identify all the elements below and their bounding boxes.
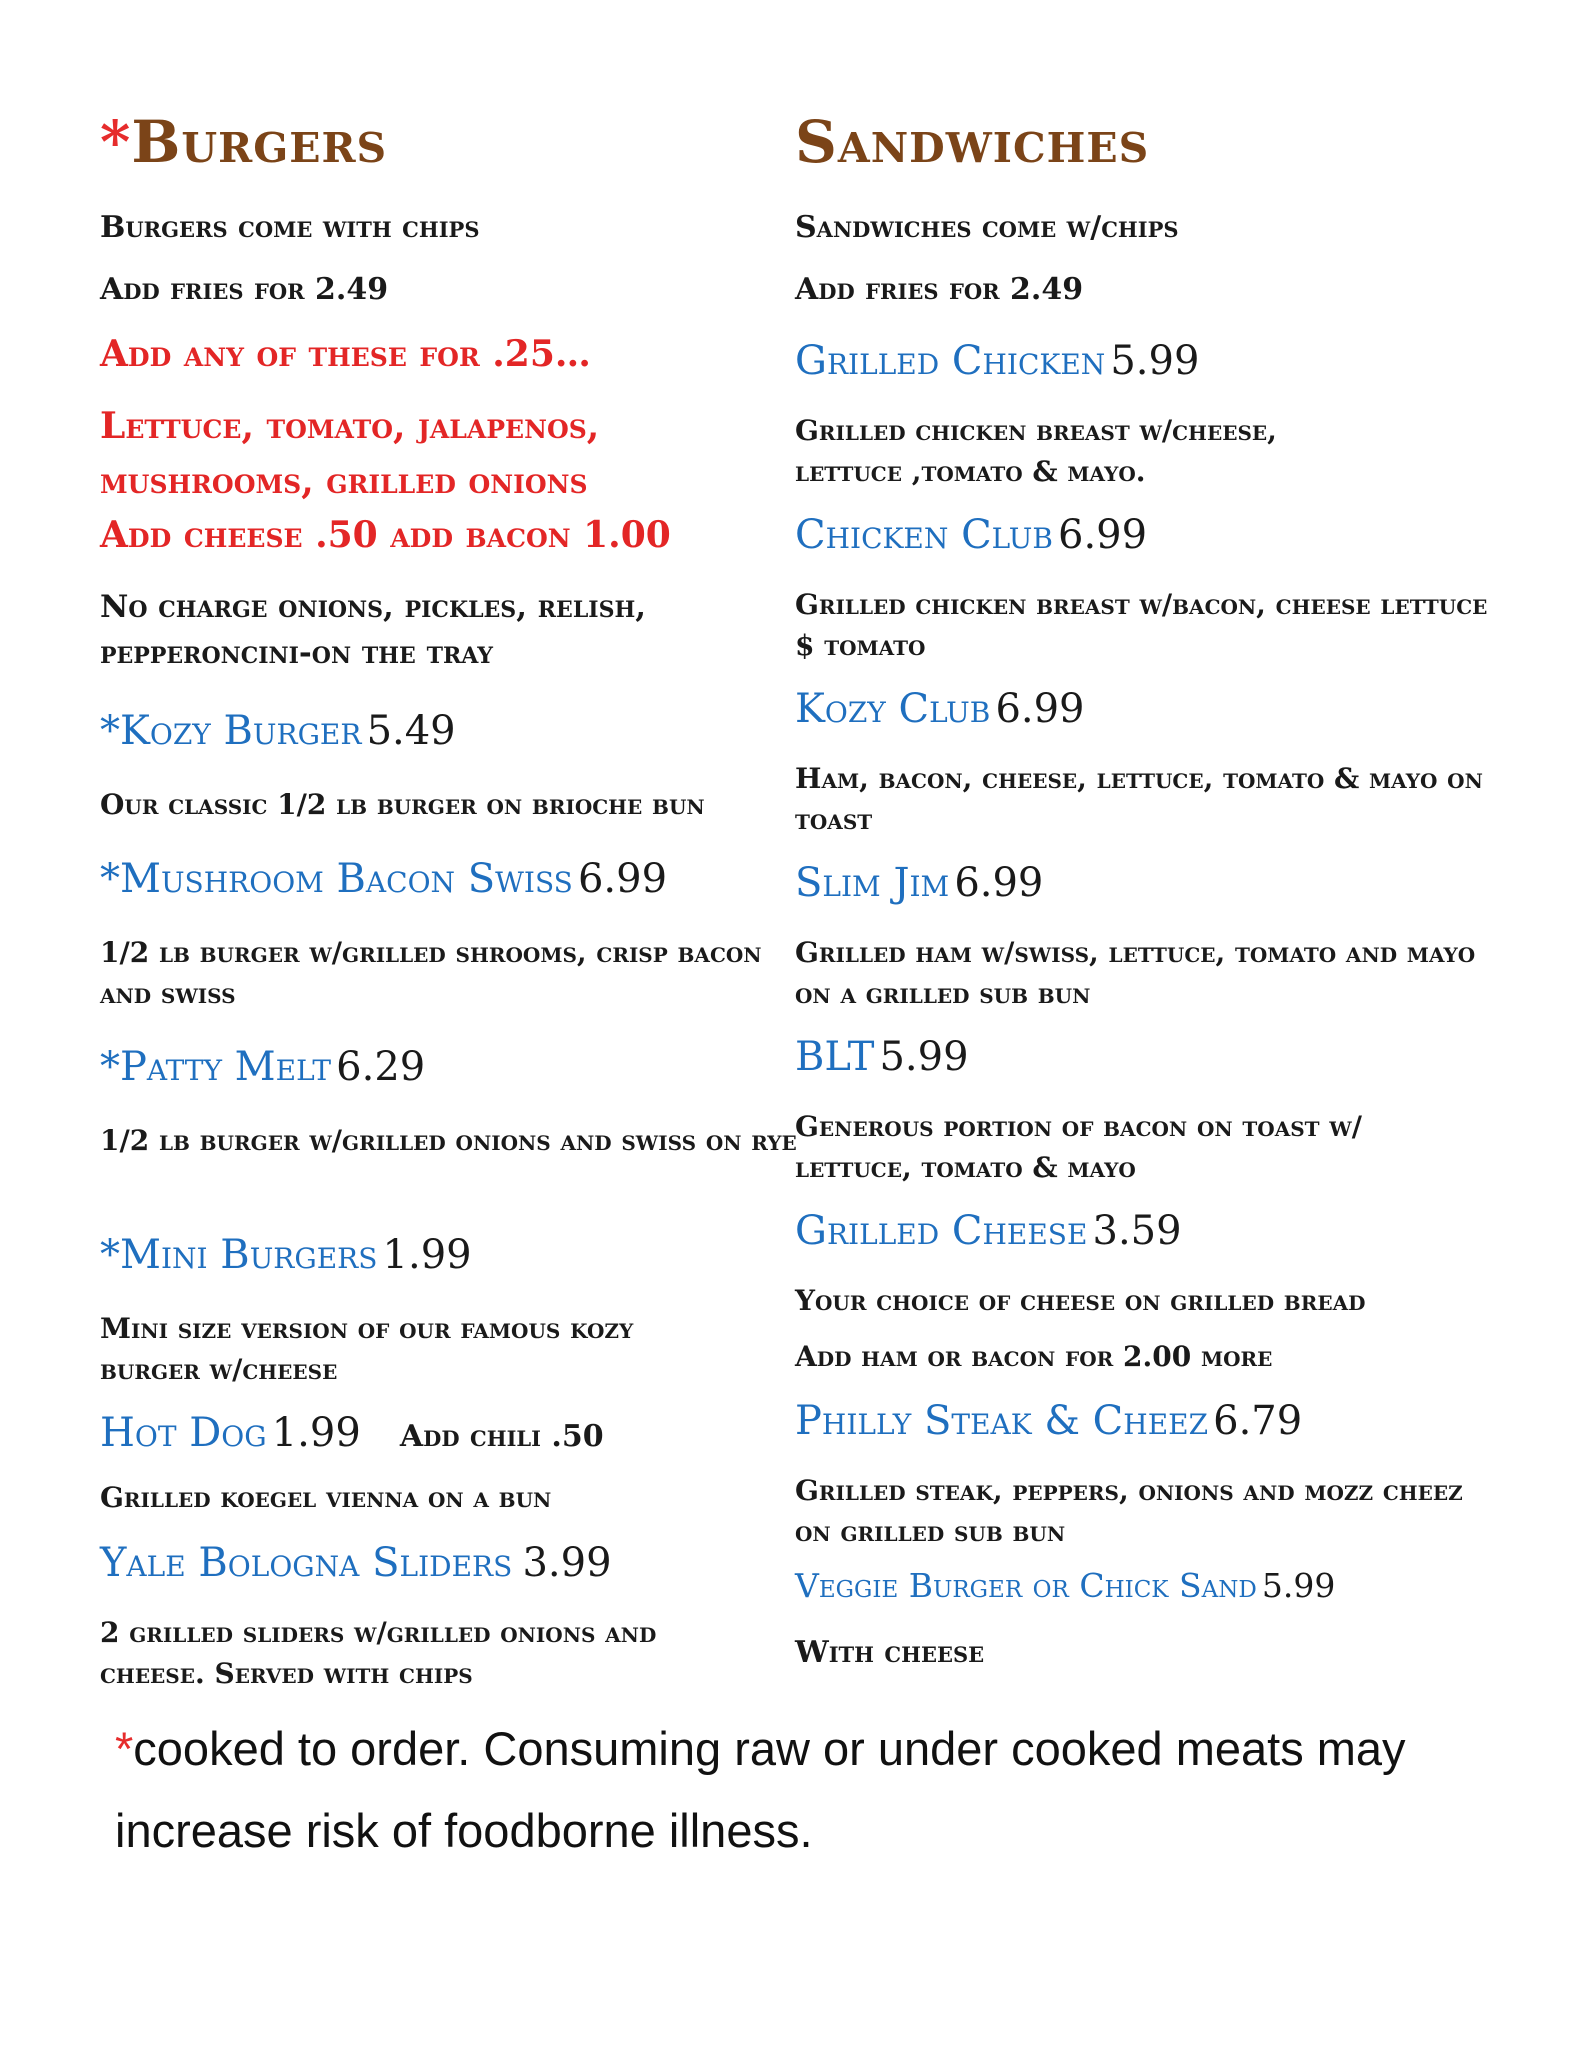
item-description: Mini size version of our famous kozy burger w/cheese — [100, 1312, 634, 1386]
item-price: 6.99 — [995, 686, 1085, 732]
item-description: Grilled steak, peppers, onions and mozz cheez on grilled sub bun — [795, 1474, 1463, 1548]
item-price: 3.99 — [522, 1540, 612, 1586]
item-name: Mushroom Bacon Swiss — [120, 856, 573, 902]
item-name: Veggie Burger or Chick Sand — [795, 1566, 1257, 1605]
item-star: * — [100, 1232, 120, 1278]
item-description: Ham, bacon, cheese, lettuce, tomato & mayo on toast — [795, 762, 1483, 836]
item-name: Grilled Chicken — [795, 338, 1106, 384]
menu-item-chicken-club — [795, 512, 1147, 558]
footnote-disclaimer — [115, 1708, 1515, 1872]
menu-item-blt — [795, 1034, 969, 1080]
item-price: 5.99 — [1110, 338, 1200, 384]
item-star: * — [100, 856, 120, 902]
item-description: Our classic 1/2 lb burger on brioche bun — [100, 788, 705, 821]
item-name: Philly Steak & Cheez — [795, 1398, 1209, 1444]
footnote-star: * — [115, 1722, 134, 1775]
item-star: * — [100, 708, 120, 754]
footnote-text: cooked to order. Consuming raw or under cooked meats may increase risk of foodborne illness. — [115, 1722, 1406, 1857]
item-description: Grilled chicken breast w/cheese, lettuce ,tomato & mayo. — [795, 414, 1277, 488]
burgers-addon-line-4: Add cheese .50 add bacon 1.00 — [100, 514, 671, 556]
item-price: 6.79 — [1213, 1398, 1303, 1444]
item-addon: Add chili .50 — [399, 1419, 604, 1454]
item-description: Grilled koegel vienna on a bun — [100, 1481, 552, 1514]
item-name: Yale Bologna Sliders — [100, 1540, 513, 1586]
item-description: 1/2 lb burger w/grilled shrooms, crisp bacon and swiss — [100, 936, 762, 1010]
item-description: Generous portion of bacon on toast w/ lettuce, tomato & mayo — [795, 1110, 1362, 1184]
item-star: * — [100, 1044, 120, 1090]
menu-item-mini-burgers — [100, 1232, 472, 1278]
sandwiches-intro-chips: Sandwiches come w/chips — [795, 210, 1179, 245]
item-name: BLT — [795, 1034, 875, 1080]
menu-item-grilled-cheese — [795, 1208, 1182, 1254]
item-name: Hot Dog — [100, 1410, 267, 1456]
item-extra: Add ham or bacon for 2.00 more — [795, 1340, 1273, 1373]
item-price: 6.99 — [1058, 512, 1148, 558]
item-name: Slim Jim — [795, 860, 950, 906]
item-price: 1.99 — [271, 1410, 361, 1456]
burgers-addon-line-2: Lettuce, tomato, jalapenos, — [100, 405, 600, 447]
item-description: Grilled chicken breast w/bacon, cheese lettuce $ tomato — [795, 588, 1488, 662]
burgers-addon-line-1: Add any of these for .25… — [100, 333, 591, 375]
item-price: 6.29 — [336, 1044, 426, 1090]
item-name: Grilled Cheese — [795, 1208, 1088, 1254]
menu-item-veggie-burger — [795, 1566, 1335, 1605]
menu-item-mushroom-bacon-swiss — [100, 856, 667, 902]
item-description: Grilled ham w/swiss, lettuce, tomato and mayo on a grilled sub bun — [795, 936, 1476, 1010]
burgers-addon-line-3: mushrooms, grilled onions — [100, 460, 588, 502]
menu-item-slim-jim — [795, 860, 1043, 906]
menu-item-kozy-burger — [100, 708, 456, 754]
menu-item-yale-bologna-sliders — [100, 1540, 612, 1586]
item-description: 2 grilled sliders w/grilled onions and cheese. Served with chips — [100, 1616, 657, 1690]
heading-star: * — [100, 108, 132, 176]
item-price: 6.99 — [954, 860, 1044, 906]
menu-item-patty-melt — [100, 1044, 425, 1090]
item-description: With cheese — [795, 1635, 985, 1670]
item-description: 1/2 lb burger w/grilled onions and swiss on rye — [100, 1124, 797, 1157]
burgers-heading — [100, 108, 387, 176]
item-price: 5.99 — [1261, 1566, 1336, 1605]
burgers-no-charge: No charge onions, pickles, relish, pepperoncini-on the tray — [100, 589, 647, 671]
menu-item-hot-dog — [100, 1410, 604, 1456]
burgers-heading-text: Burgers — [131, 108, 388, 176]
menu-item-grilled-chicken — [795, 338, 1199, 384]
item-price: 5.49 — [366, 708, 456, 754]
menu-item-kozy-club — [795, 686, 1085, 732]
item-name: Patty Melt — [120, 1044, 332, 1090]
sandwiches-heading: Sandwiches — [795, 108, 1150, 176]
item-price: 3.59 — [1092, 1208, 1182, 1254]
item-description: Your choice of cheese on grilled bread — [795, 1284, 1366, 1317]
sandwiches-intro-fries: Add fries for 2.49 — [795, 272, 1084, 307]
item-name: Chicken Club — [795, 512, 1053, 558]
menu-item-philly-steak — [795, 1398, 1302, 1444]
item-name: Mini Burgers — [120, 1232, 378, 1278]
burgers-intro-fries: Add fries for 2.49 — [100, 272, 389, 307]
item-name: Kozy Club — [795, 686, 991, 732]
item-price: 6.99 — [577, 856, 668, 902]
item-price: 5.99 — [879, 1034, 969, 1080]
burgers-intro-chips: Burgers come with chips — [100, 210, 480, 245]
item-name: Kozy Burger — [120, 708, 362, 754]
item-price: 1.99 — [382, 1232, 472, 1278]
